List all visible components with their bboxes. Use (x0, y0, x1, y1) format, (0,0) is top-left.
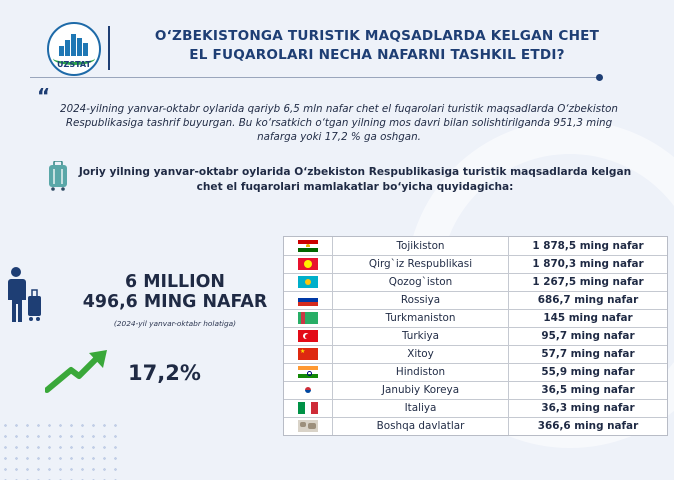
turkmenistan-flag-icon (298, 312, 318, 324)
suitcase-icon (48, 161, 68, 195)
lead-line-1: Joriy yilning yanvar-oktabr oylarida O‘zbekiston Respublikasiga turistik maqsadlarda kelgan (78, 166, 632, 178)
visitor-count: 36,5 ming nafar (541, 384, 635, 396)
visitor-count: 57,7 ming nafar (541, 348, 635, 360)
header-divider (108, 26, 110, 70)
country-name: Xitoy (333, 345, 509, 363)
russia-flag-icon (298, 294, 318, 306)
growth-rate: 17,2% (128, 361, 201, 385)
table-row (284, 327, 667, 345)
flag-cell (284, 363, 333, 381)
table-row (284, 363, 667, 381)
country-name: Tojikiston (333, 237, 509, 255)
visitor-count: 1 267,5 ming nafar (532, 276, 644, 288)
table-row (284, 309, 667, 327)
country-name: Turkmaniston (333, 309, 509, 327)
china-flag-icon: ★ (298, 348, 318, 360)
kazakhstan-flag-icon (298, 276, 318, 288)
india-flag-icon (298, 366, 318, 378)
country-name: Hindiston (333, 363, 509, 381)
row-divider (284, 327, 667, 328)
total-visitors (70, 272, 280, 312)
country-name: Italiya (333, 399, 509, 417)
row-divider (284, 273, 667, 274)
flag-cell (284, 399, 333, 417)
title-line-1: O‘ZBEKISTONGA TURISTIK MAQSADLARDA KELGAN CHET (154, 28, 600, 44)
country-name: Janubiy Koreya (333, 381, 509, 399)
page-title (117, 27, 637, 65)
lead-text (75, 165, 635, 195)
flag-cell (284, 417, 333, 435)
table-row (284, 291, 667, 309)
title-line-2: EL FUQAROLARI NECHA NAFARNI TASHKIL ETDI? (189, 47, 565, 63)
world-map-icon (298, 420, 318, 432)
header-rule (30, 77, 600, 78)
uzstat-logo (47, 22, 101, 76)
traveler-icon (4, 266, 46, 330)
italy-flag-icon (298, 402, 318, 414)
header-rule-dot (596, 74, 603, 81)
flag-cell (284, 309, 333, 327)
row-divider (284, 417, 667, 418)
visitor-count: 145 ming nafar (543, 312, 633, 324)
table-row (284, 399, 667, 417)
total-note: (2024-yil yanvar-oktabr holatiga) (113, 319, 237, 328)
intro-paragraph (37, 102, 641, 144)
row-divider (284, 363, 667, 364)
visitor-count: 36,3 ming nafar (541, 402, 635, 414)
total-line-2: 496,6 MING NAFAR (82, 292, 268, 312)
flag-cell (284, 345, 333, 363)
flag-cell (284, 237, 333, 255)
table-row (284, 417, 667, 435)
table-row (284, 381, 667, 399)
total-line-1: 6 MILLION (125, 272, 225, 292)
lead-line-2: chet el fuqarolari mamlakatlar bo‘yicha quyidagicha: (196, 181, 514, 193)
intro-line-3: nafarga yoki 17,2 % ga oshgan. (257, 131, 421, 143)
row-divider (284, 291, 667, 292)
countries-table (283, 236, 668, 436)
growth-arrow-icon (45, 348, 111, 398)
row-divider (284, 399, 667, 400)
quote-icon: “ (37, 84, 51, 108)
visitor-count: 686,7 ming nafar (537, 294, 639, 306)
table-row (284, 273, 667, 291)
visitor-count: 1 878,5 ming nafar (532, 240, 644, 252)
tajikistan-flag-icon (298, 240, 318, 252)
row-divider (284, 381, 667, 382)
country-name: Boshqa davlatlar (333, 417, 509, 435)
flag-cell (284, 273, 333, 291)
turkey-flag-icon (298, 330, 318, 342)
table-row (284, 255, 667, 273)
intro-line-1: 2024-yilning yanvar-oktabr oylarida qariyb 6,5 mln nafar chet el fuqarolari turistik maqsadlarda O‘zbekiston (60, 103, 618, 115)
dot-pattern (0, 420, 120, 480)
row-divider (284, 345, 667, 346)
intro-line-2: Respublikasiga tashrif buyurgan. Bu ko‘rsatkich o‘tgan yilning mos davri bilan solishtirilganda 951,3 ming (65, 117, 613, 129)
table-row (284, 237, 667, 255)
row-divider (284, 255, 667, 256)
visitor-count: 95,7 ming nafar (541, 330, 635, 342)
country-name: Turkiya (333, 327, 509, 345)
south-korea-flag-icon (298, 384, 318, 396)
flag-cell (284, 291, 333, 309)
table-row (284, 345, 667, 363)
kyrgyzstan-flag-icon (298, 258, 318, 270)
flag-cell (284, 381, 333, 399)
country-name: Qirg`iz Respublikasi (333, 255, 509, 273)
row-divider (284, 309, 667, 310)
country-name: Qozog`iston (333, 273, 509, 291)
logo-text: UZSTAT (57, 60, 91, 69)
visitor-count: 1 870,3 ming nafar (532, 258, 644, 270)
visitor-count: 366,6 ming nafar (537, 420, 639, 432)
country-name: Rossiya (333, 291, 509, 309)
flag-cell (284, 255, 333, 273)
flag-cell (284, 327, 333, 345)
visitor-count: 55,9 ming nafar (541, 366, 635, 378)
